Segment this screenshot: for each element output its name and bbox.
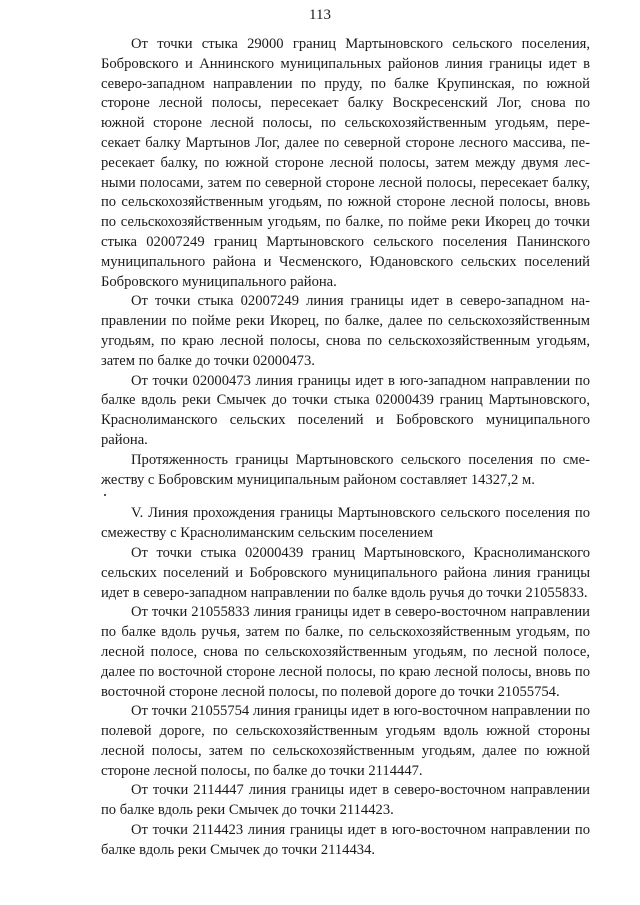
paragraph: От точки 02000473 линия границы идет в юго-западном направлении по балке вдоль реки Смычек до точки стыка 02000439 границ Мартыновского, Краснолиманского сельских поселений и Бобровского муниципального района. [101,372,590,448]
paragraph: От точки стыка 02000439 границ Мартыновского, Краснолиманского сельских поселений и Бобровского муниципального района линия границы идет в северо-западном направлении по балке вдоль ручья до точки 21055833. [101,544,590,601]
page-number: 113 [309,7,331,23]
paragraph: От точки стыка 29000 границ Мартыновского сельского поселения, Бобровского и Аннинского муниципальных районов линия границы идет в северо-западном направлении по пруду, по балке Крупинская, по южной стороне лесной полосы, пересекает балку Воскресенский Лог, снова по южной стороне лесной полосы, по сельскохозяйственным угодьям, пересекает балку Мартынов Лог, далее по северной стороне лесного массива, пересекает балку, по южной стороне лесной полосы, затем между двумя лесными полосами, затем по северной стороне лесной полосы, пересекает балку, по сельскохозяйственным угодьям, по южной стороне лесной полосы, вновь по сельскохозяйственным угодьям, по балке, по пойме реки Икорец до точки стыка 02007249 границ Мартыновского сельского поселения Панинского муниципального района и Чесменского, Юдановского сельских поселений Бобровского муниципального района. [101,36,590,290]
document-body [101,35,590,861]
paragraph: От точки 2114423 линия границы идет в юго-восточном направлении по балке вдоль реки Смычек до точки 2114434. [101,822,590,858]
stray-mark [101,490,590,504]
paragraph: От точки 2114447 линия границы идет в северо-восточном направлении по балке вдоль реки Смычек до точки 2114423. [101,782,590,819]
paragraph: От точки 21055833 линия границы идет в северо-восточном направлении по балке вдоль ручья, затем по балке, по сельскохозяйственным угодьям, по лесной полосе, снова по сельскохозяйственным угодьям, по лесной полосе, далее по восточной стороне лесной полосы, по краю лесной полосы, вновь по восточной стороне лесной полосы, по полевой дороге до точки 21055754. [101,604,590,700]
paragraph: Протяженность границы Мартыновского сельского поселения по смежеству с Бобровским муниципальным районом составляет 14327,2 м. [101,451,590,488]
section-heading: V. Линия прохождения границы Мартыновского сельского поселения по смежеству с Краснолиманским сельским поселением [101,505,590,542]
paragraph: От точки 21055754 линия границы идет в юго-восточном направлении по полевой дороге, по сельскохозяйственным угодьям вдоль южной стороны лесной полосы, затем по сельскохозяйственным угодьям, далее по южной стороне лесной полосы, по балке до точки 2114447. [101,703,590,779]
paragraph: От точки стыка 02007249 линия границы идет в северо-западном направлении по пойме реки Икорец, по балке, далее по сельскохозяйственным угодьям, по краю лесной полосы, снова по сельскохозяйственным угодьям, затем по балке до точки 02000473. [101,293,590,369]
